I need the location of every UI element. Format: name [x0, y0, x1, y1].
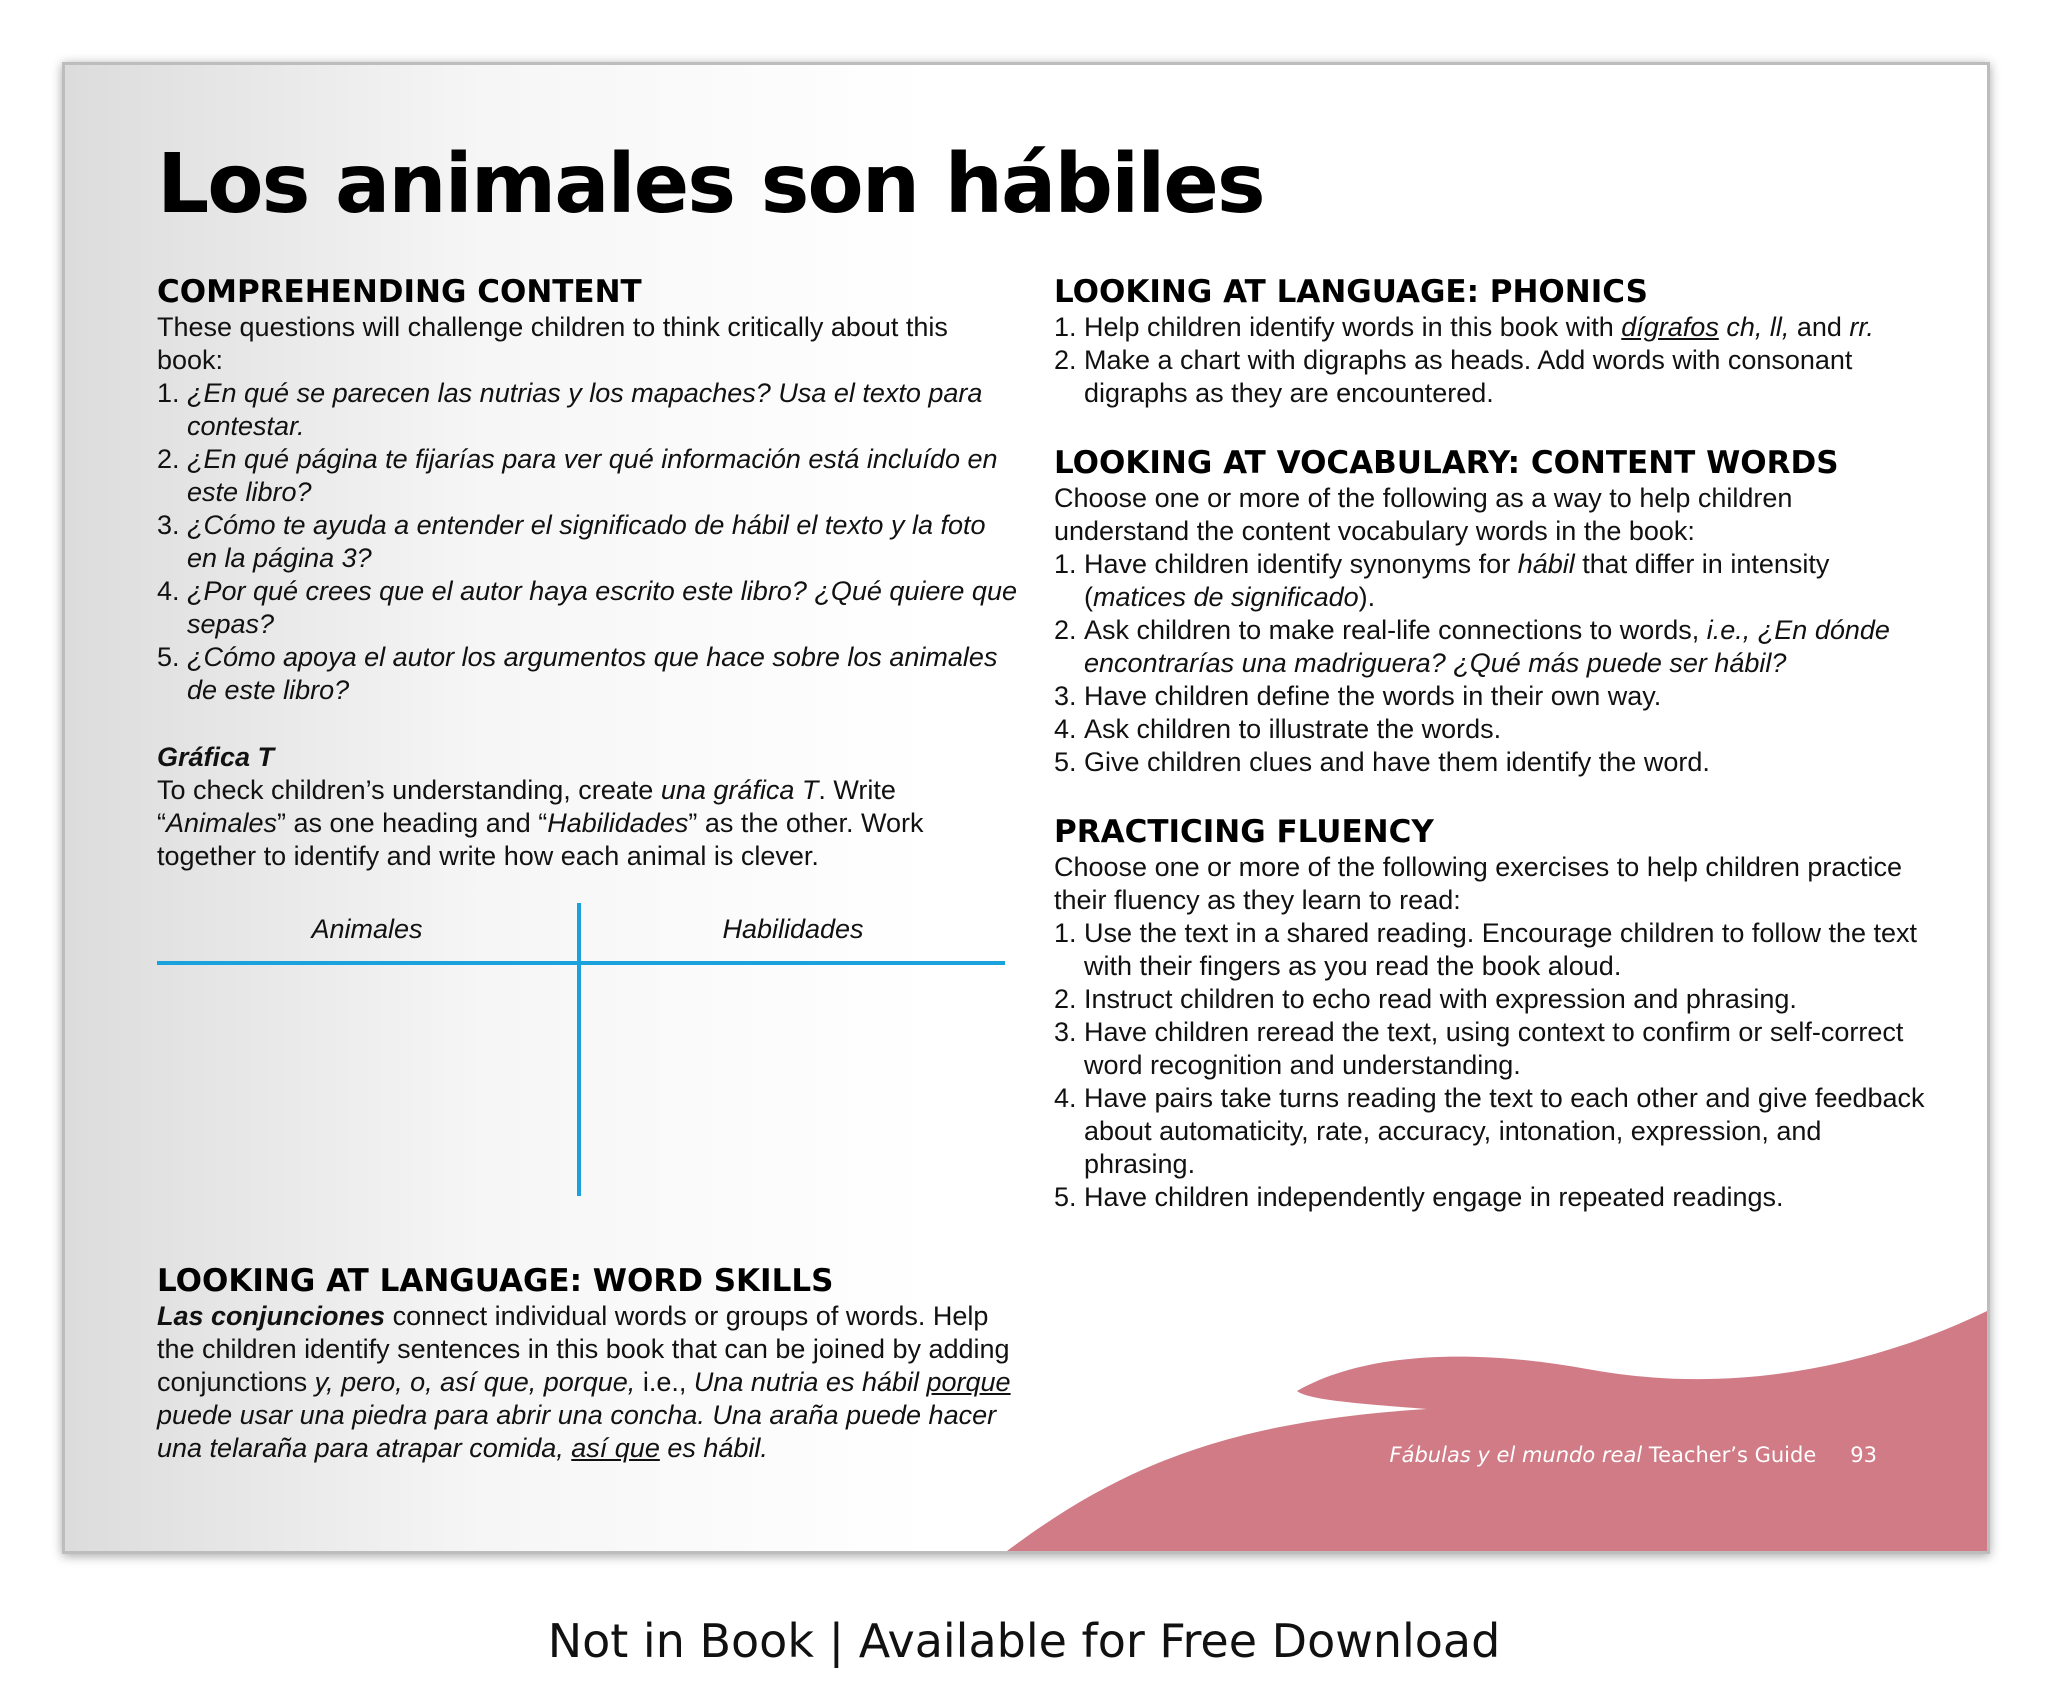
left-column — [157, 273, 1017, 1203]
phonics-item: 1. Help children identify words in this book with dígrafos ch, ll, and rr. — [1054, 312, 1874, 342]
phonics-heading: LOOKING AT LANGUAGE: PHONICS — [1054, 274, 1648, 310]
vocabulary-item: 4. Ask children to illustrate the words. — [1054, 714, 1502, 744]
comprehending-heading: COMPREHENDING CONTENT — [157, 274, 642, 310]
question-item: 1. ¿En qué se parecen las nutrias y los mapaches? Usa el texto para contestar. — [157, 378, 983, 441]
vocabulary-intro: Choose one or more of the following as a way to help children understand the content vocabulary words in the book: — [1054, 483, 1793, 546]
fluency-item: 5. Have children independently engage in repeated readings. — [1054, 1182, 1784, 1212]
page-number: 93 — [1850, 1443, 1877, 1467]
word-skills-heading: LOOKING AT LANGUAGE: WORD SKILLS — [157, 1263, 834, 1299]
fluency-intro: Choose one or more of the following exercises to help children practice their fluency as they learn to read: — [1054, 852, 1902, 915]
page-footer — [1390, 1443, 1877, 1467]
fluency-heading: PRACTICING FLUENCY — [1054, 814, 1434, 850]
vocabulary-list — [1054, 548, 1934, 779]
t-chart — [157, 903, 1007, 1203]
download-banner: Not in Book | Available for Free Download — [547, 1614, 1501, 1668]
question-item: 5. ¿Cómo apoya el autor los argumentos que hace sobre los animales de este libro? — [157, 642, 998, 705]
phonics-item: 2. Make a chart with digraphs as heads. Add words with consonant digraphs as they are encountered. — [1054, 345, 1853, 408]
vocabulary-heading: LOOKING AT VOCABULARY: CONTENT WORDS — [1054, 445, 1839, 481]
fluency-item: 4. Have pairs take turns reading the text to each other and give feedback about automaticity, rate, accuracy, intonation, expression, and phrasing. — [1054, 1083, 1925, 1179]
question-item: 3. ¿Cómo te ayuda a entender el significado de hábil el texto y la foto en la página 3? — [157, 510, 986, 573]
vocabulary-item: 5. Give children clues and have them identify the word. — [1054, 747, 1710, 777]
phonics-list — [1054, 311, 1934, 410]
guide-page — [62, 62, 1990, 1554]
comprehending-intro: These questions will challenge children to think critically about this book: — [157, 312, 948, 375]
vocabulary-item: 2. Ask children to make real-life connections to words, i.e., ¿En dónde encontrarías una madriguera? ¿Qué más puede ser hábil? — [1054, 615, 1890, 678]
fluency-item: 1. Use the text in a shared reading. Encourage children to follow the text with their fingers as you read the book aloud. — [1054, 918, 1917, 981]
word-skills-text: Las conjunciones connect individual words or groups of words. Help the children identify sentences in this book that can be joined by adding conjunctions y, pero, o, así que, porque, i.e., Una nutria es hábil porque puede usar una piedra para abrir una concha. Una araña puede hacer una telaraña para atrapar comida, así que es hábil. — [157, 1301, 1011, 1463]
t-chart-heading-habilidades: Habilidades — [722, 914, 864, 944]
right-column — [1054, 273, 1934, 1214]
t-chart-vertical-line — [577, 903, 581, 1196]
vocabulary-item: 1. Have children identify synonyms for hábil that differ in intensity (matices de significado). — [1054, 549, 1830, 612]
grafica-text: To check children’s understanding, create una gráfica T. Write “Animales” as one heading and “Habilidades” as the other. Work together to identify and write how each animal is clever. — [157, 775, 924, 871]
decorative-wave — [1007, 1311, 1987, 1551]
footer-book-title: Fábulas y el mundo real — [1389, 1443, 1643, 1467]
fluency-item: 3. Have children reread the text, using context to confirm or self-correct word recognition and understanding. — [1054, 1017, 1904, 1080]
fluency-list — [1054, 917, 1934, 1214]
t-chart-heading-animales: Animales — [311, 914, 423, 944]
vocabulary-item: 3. Have children define the words in their own way. — [1054, 681, 1662, 711]
word-skills-section — [157, 1262, 1017, 1465]
comprehension-questions — [157, 377, 1017, 707]
footer-guide-label: Teacher’s Guide — [1642, 1443, 1817, 1467]
page-title: Los animales son hábiles — [157, 137, 1264, 232]
t-chart-horizontal-line — [157, 961, 1005, 965]
question-item: 4. ¿Por qué crees que el autor haya escrito este libro? ¿Qué quiere que sepas? — [157, 576, 1017, 639]
grafica-heading: Gráfica T — [157, 742, 275, 772]
fluency-item: 2. Instruct children to echo read with expression and phrasing. — [1054, 984, 1797, 1014]
question-item: 2. ¿En qué página te fijarías para ver qué información está incluído en este libro? — [157, 444, 998, 507]
